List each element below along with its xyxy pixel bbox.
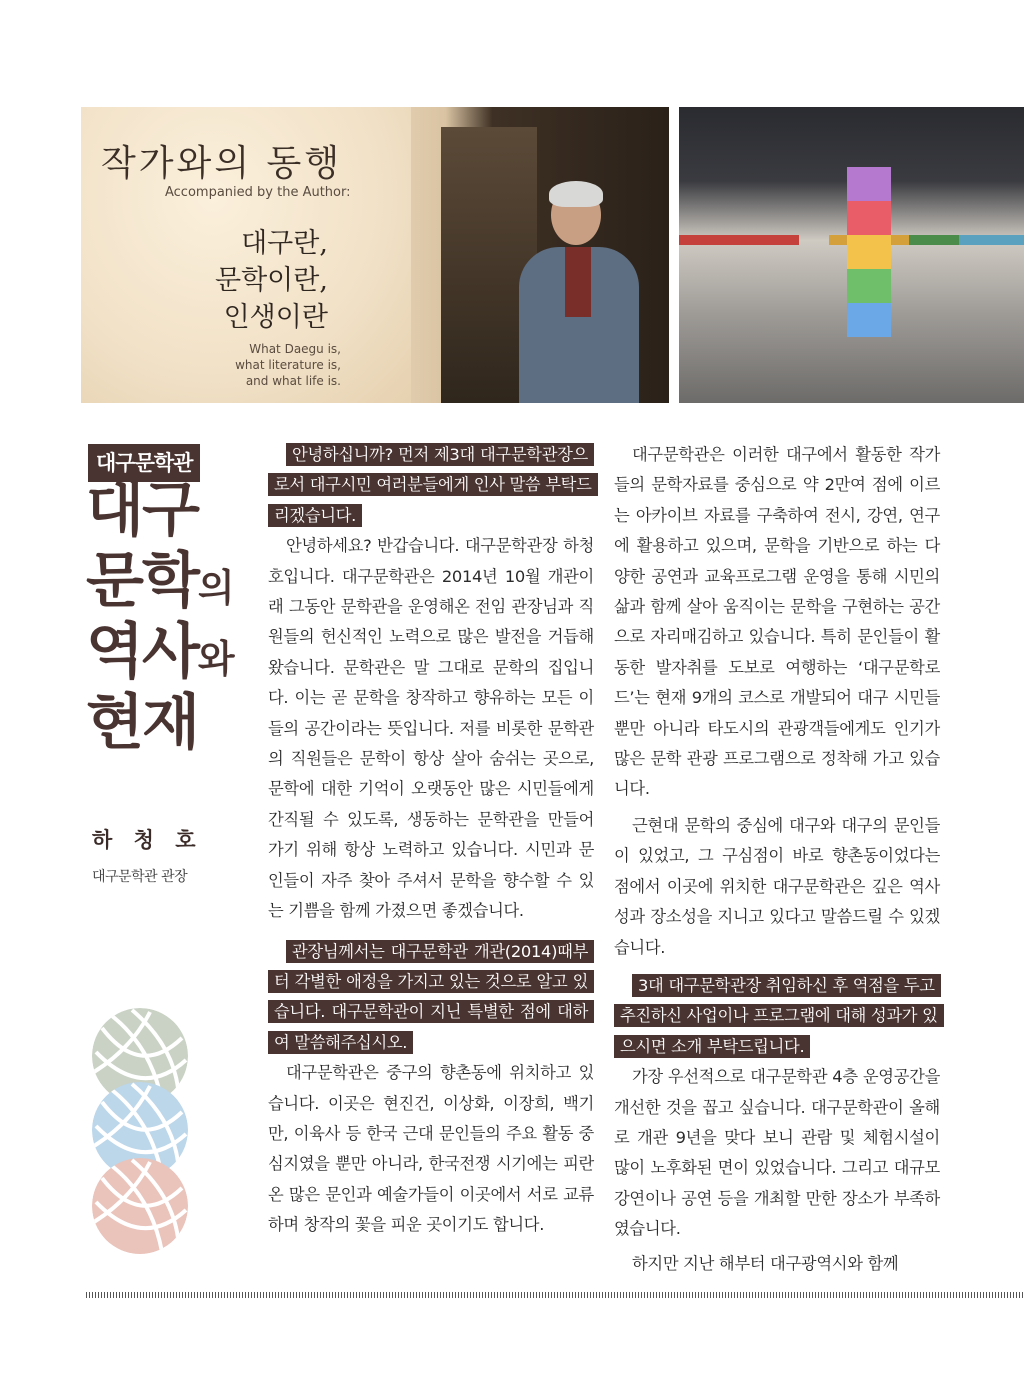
question-1 — [268, 440, 594, 531]
pillar-band — [847, 303, 891, 337]
pillar-band — [847, 201, 891, 235]
title-text: 문학 — [86, 546, 198, 616]
title-text: 역사 — [86, 617, 198, 687]
question-2 — [268, 937, 594, 1059]
pillar-band — [847, 269, 891, 303]
question-3 — [614, 971, 940, 1062]
question-text: 관장님께서는 대구문학관 개관(2014)때부터 각별한 애정을 가지고 있는 것으로 알고 있습니다. 대구문학관이 지닌 특별한 점에 대하여 말씀해주십시오. — [268, 940, 594, 1054]
hall-wall-strip-red — [679, 235, 799, 245]
yarn-ball-red-icon — [92, 1158, 188, 1254]
answer-2-continued: 대구문학관은 이러한 대구에서 활동한 작가들의 문학자료를 중심으로 약 2만여 점에 이르는 아카이브 자료를 구축하여 전시, 강연, 연구에 활용하고 있으며, 문학을 기반으로 하는 다양한 공연과 교육프로그램 운영을 통해 시민의 삶과 함께 살아 움직이는 문학을 구현하는 공간으로 자리매김하고 있습니다. 특히 문인들이 활동한 발자취를 도보로 여행하는 ‘대구문학로드’는 현재 9개의 코스로 개발되어 대구 시민들 뿐만 아니라 타도시의 관광객들에게도 인기가 많은 문학 관광 프로그램으로 정착해 가고 있습니다. — [614, 445, 940, 799]
answer-3-continued: 하지만 지난 해부터 대구광역시와 함께 — [632, 1253, 899, 1273]
title-particle: 와 — [197, 637, 234, 681]
article-column-1 — [268, 440, 594, 1241]
wall-subtitle-ko — [215, 225, 328, 336]
photo-exhibition-wall-director — [81, 107, 669, 403]
wall-subtitle-en-line: and what life is. — [245, 374, 341, 388]
title-text: 현재 — [86, 688, 198, 758]
wall-title-ko: 작가와의 동행 — [101, 143, 343, 184]
answer-2-conclusion: 근현대 문학의 중심에 대구와 대구의 문인들이 있었고, 그 구심점이 바로 향촌동이었다는 점에서 이곳에 위치한 대구문학관은 깊은 역사성과 장소성을 지니고 있다고 말씀드릴 수 있겠습니다. — [614, 815, 940, 957]
director-figure — [519, 185, 639, 403]
wall-title-en: Accompanied by the Author: — [165, 185, 351, 200]
pillar-band — [847, 167, 891, 201]
wall-subtitle-ko-line: 문학이란, — [215, 265, 328, 296]
wall-subtitle-en — [231, 341, 341, 389]
hall-wall-strip-green — [909, 235, 959, 245]
answer-1: 안녕하세요? 반갑습니다. 대구문학관장 하청호입니다. 대구문학관은 2014년 10월 개관이래 그동안 문학관을 운영해온 전임 관장님과 직원들의 헌신적인 노력으로 많은 발전을 거듭해왔습니다. 문학관은 말 그대로 문학의 집입니다. 이는 곧 문학을 창작하고 향유하는 모든 이들의 공간이라는 뜻입니다. 저를 비롯한 문학관의 직원들은 문학이 항상 살아 숨쉬는 곳으로, 문학에 대한 기억이 오랫동안 많은 시민들에게 간직될 수 있도록, 생동하는 문학관을 만들어 가기 위해 항상 노력하고 있습니다. 시민과 문인들이 자주 찾아 주셔서 문학을 향수할 수 있는 기쁨을 함께 가졌으면 좋겠습니다. — [268, 536, 594, 921]
title-line — [86, 617, 234, 691]
wall-subtitle-en-line: what literature is, — [235, 358, 341, 372]
author-name: 하 청 호 — [92, 827, 203, 852]
question-text: 안녕하십니까? 먼저 제3대 대구문학관장으로서 대구시민 여러분들에게 인사 말씀 부탁드리겠습니다. — [268, 443, 598, 527]
footer-dotted-rule — [86, 1292, 1024, 1298]
question-text: 3대 대구문학관장 취임하신 후 역점을 두고 추진하신 사업이나 프로그램에 대해 성과가 있으시면 소개 부탁드립니다. — [614, 974, 944, 1058]
director-shirt — [565, 247, 591, 317]
title-line — [86, 475, 234, 549]
title-particle: 의 — [197, 566, 234, 610]
title-line — [86, 546, 234, 620]
wall-subtitle-ko-line: 대구란, — [241, 228, 328, 259]
wall-subtitle-en-line: What Daegu is, — [249, 342, 341, 356]
article-column-2 — [614, 440, 940, 1279]
author-role: 대구문학관 관장 — [92, 869, 188, 885]
article-title — [86, 475, 234, 762]
section-tag: 대구문학관 — [88, 444, 200, 482]
answer-2: 대구문학관은 중구의 향촌동에 위치하고 있습니다. 이곳은 현진건, 이상화, 이장희, 백기만, 이육사 등 한국 근대 문인들의 주요 활동 중심지였을 뿐만 아니라, 한국전쟁 시기에는 피란 온 많은 문인과 예술가들이 이곳에서 서로 교류하며 창작의 꽃을 피운 곳이기도 합니다. — [268, 1063, 594, 1235]
pillar-band — [847, 235, 891, 269]
wall-subtitle-ko-line: 인생이란 — [223, 302, 328, 333]
rainbow-pillar — [847, 167, 891, 337]
hall-wall-strip-blue — [959, 235, 1024, 245]
title-line — [86, 688, 234, 762]
director-hair — [549, 181, 603, 207]
photo-exhibition-hall — [679, 107, 1024, 403]
title-text: 대구 — [86, 475, 198, 545]
answer-3: 가장 우선적으로 대구문학관 4층 운영공간을 개선한 것을 꼽고 싶습니다. 대구문학관이 올해로 개관 9년을 맞다 보니 관람 및 체험시설이 많이 노후화된 면이 있었습니다. 그리고 대규모 강연이나 공연 등을 개최할 만한 장소가 부족하였습니다. — [614, 1067, 940, 1239]
